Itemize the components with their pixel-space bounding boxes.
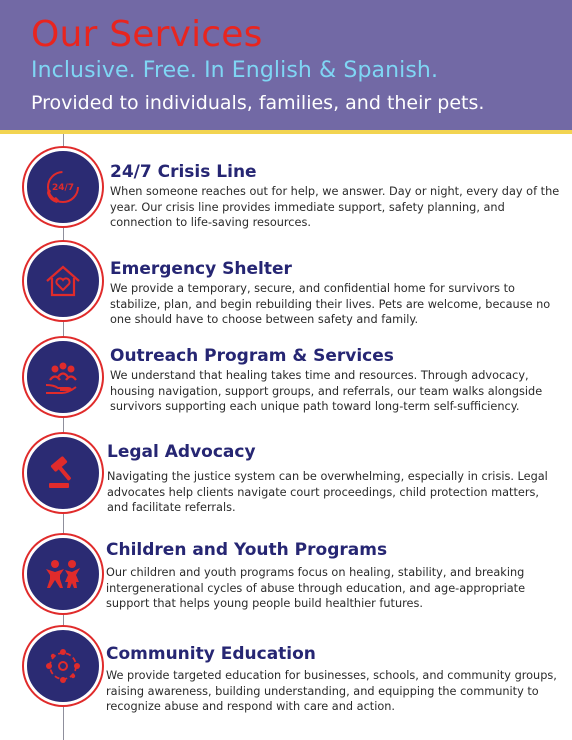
house-heart-icon (24, 242, 102, 320)
service-title: Outreach Program & Services (110, 346, 394, 366)
gavel-icon (24, 434, 102, 512)
service-title: Children and Youth Programs (106, 540, 388, 560)
page-subtitle: Inclusive. Free. In English & Spanish. (31, 58, 439, 83)
group-hand-icon (24, 338, 102, 416)
service-description: Navigating the justice system can be overwhelming, especially in crisis. Legal advocates help clients navigate court proceedings, child protection matters, and facilitate referrals. (107, 470, 548, 515)
service-description: We understand that healing takes time and resources. Through advocacy, housing navigation, support groups, and referrals, our team walks alongside survivors supporting each unique path toward long-term self-sufficiency. (110, 369, 543, 414)
page-tagline: Provided to individuals, families, and their pets. (31, 92, 485, 114)
header-divider (0, 130, 572, 134)
children-icon (24, 535, 102, 613)
svg-text:24/7: 24/7 (51, 183, 75, 193)
service-title: Legal Advocacy (107, 442, 256, 462)
service-description: We provide targeted education for businesses, schools, and community groups, raising awareness, building understanding, and equipping the community to recognize abuse and respond with care and action. (106, 669, 557, 714)
service-description: Our children and youth programs focus on healing, stability, and breaking intergenerational cycles of abuse through education, and age-appropriate support that helps young people build healthier futures. (106, 566, 526, 611)
service-title: Community Education (106, 644, 316, 664)
service-title: Emergency Shelter (110, 259, 292, 279)
service-title: 24/7 Crisis Line (110, 162, 257, 182)
community-network-icon (24, 627, 102, 705)
service-description: We provide a temporary, secure, and confidential home for survivors to stabilize, plan, and begin rebuilding their lives. Pets are welcome, because no one should have to choose between safety and family. (110, 282, 551, 327)
service-description: When someone reaches out for help, we answer. Day or night, every day of the year. Our crisis line provides immediate support, safety planning, and connection to life-saving resources. (110, 185, 560, 230)
page-title: Our Services (31, 14, 263, 55)
phone-24-7-icon (24, 148, 102, 226)
